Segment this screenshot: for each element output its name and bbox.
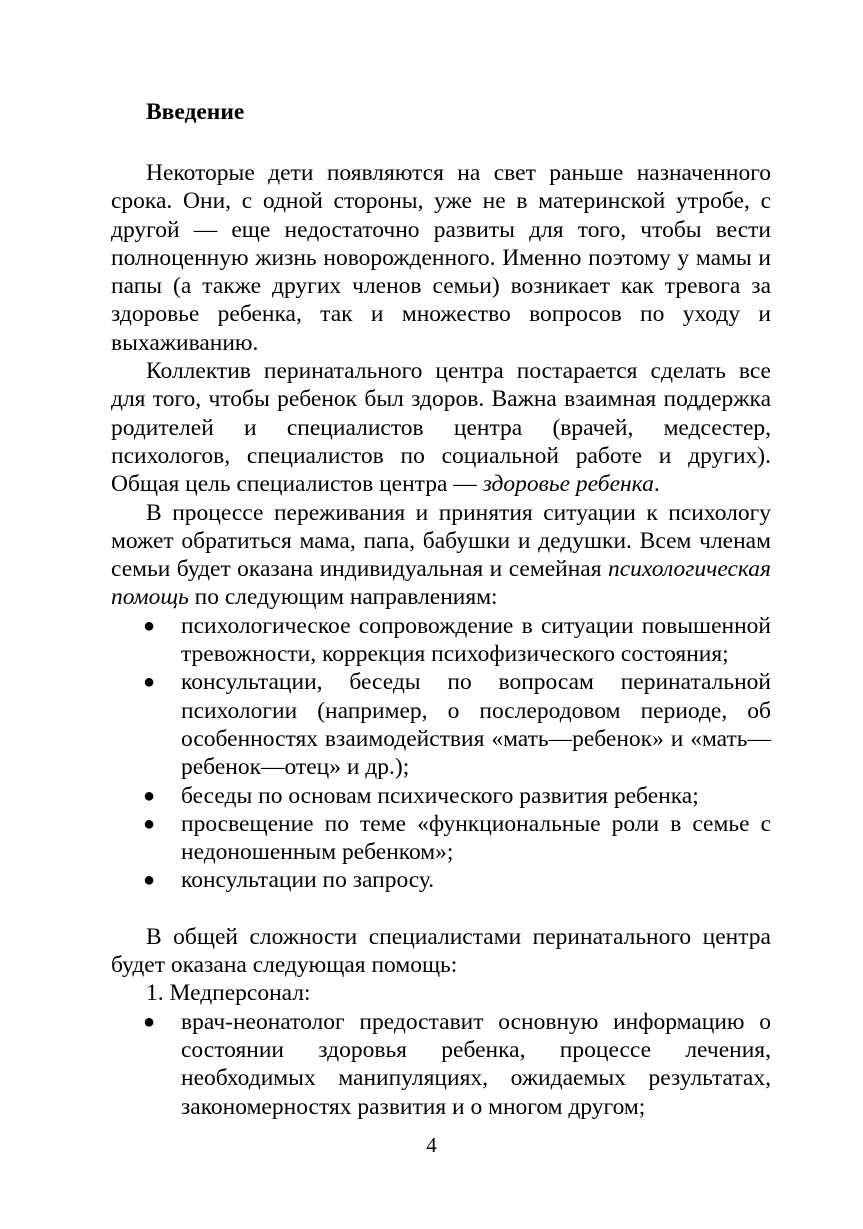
medstaff-list: [111, 1008, 771, 1121]
paragraph-psych-end: по следующим направлениям:: [188, 584, 498, 611]
list-item-text: консультации по запросу.: [181, 867, 435, 894]
page-number: 4: [426, 1133, 437, 1157]
spacer: [111, 895, 771, 923]
bullet-icon: ●: [143, 784, 156, 807]
paragraph-summary: В общей сложности специалистами перинатального центра будет оказана следующая помощь:: [111, 923, 771, 979]
list-item: [111, 668, 771, 781]
list-item: [111, 866, 771, 894]
bullet-icon: ●: [143, 869, 156, 892]
paragraph-team-emphasis: здоровье ребенка: [482, 471, 654, 498]
list-item-text: консультации, беседы по вопросам перинатальной психологии (например, о послеродовом периоде, об особенностях взаимодействия «мать—ребенок» и «мать—ребенок—отец» и др.);: [181, 669, 771, 781]
section-heading: Введение: [146, 99, 245, 125]
spacer: [111, 126, 771, 159]
list-item-text: беседы по основам психического развития ребенка;: [181, 782, 699, 809]
page-content: [111, 98, 771, 1121]
list-item: [111, 612, 771, 669]
psychology-help-list: [111, 612, 771, 895]
bullet-icon: ●: [143, 671, 156, 694]
paragraph-team-end: .: [653, 471, 660, 498]
list-item: [111, 1008, 771, 1121]
list-item: [111, 782, 771, 810]
bullet-icon: ●: [143, 614, 156, 637]
bullet-icon: ●: [143, 812, 156, 835]
paragraph-team-text: Коллектив перинатального центра постарается сделать все для того, чтобы ребенок был здоров. Важна взаимная поддержка родителей и специалистов центра (врачей, медсестер, психологов, специалистов по социальной работе и других). Общая цель специалистов центра —: [111, 358, 771, 498]
bullet-icon: ●: [143, 1010, 156, 1033]
paragraph-psych-text: В процессе переживания и принятия ситуации к психологу может обратиться мама, папа, бабушки и дедушки. Всем членам семьи будет оказана индивидуальная и семейная: [111, 499, 771, 583]
paragraph-psych-emphasis: психологическая помощь: [111, 556, 771, 611]
paragraph-psychologist: [111, 499, 771, 612]
list-item-text: просвещение по теме «функциональные роли в семье с недоношенным ребенком»;: [181, 810, 771, 866]
paragraph-intro: Некоторые дети появляются на свет раньше назначенного срока. Они, с одной стороны, уже не в материнской утробе, с другой — еще недостаточно развиты для того, чтобы вести полноценную жизнь новорожденного. Именно поэтому у мамы и папы (а также других членов семьи) возникает как тревога за здоровье ребенка, так и множество вопросов по уходу и выхаживанию.: [111, 160, 771, 356]
paragraph-team: [111, 357, 771, 498]
list-item: [111, 810, 771, 867]
list-item-text: психологическое сопровождение в ситуации повышенной тревожности, коррекция психофизического состояния;: [181, 612, 771, 668]
list-item-text: врач-неонатолог предоставит основную информацию о состоянии здоровья ребенка, процессе лечения, необходимых манипуляциях, ожидаемых результатах, закономерностях развития и о многом другом;: [181, 1008, 771, 1120]
numbered-heading-medstaff: 1. Медперсонал:: [146, 980, 311, 1007]
